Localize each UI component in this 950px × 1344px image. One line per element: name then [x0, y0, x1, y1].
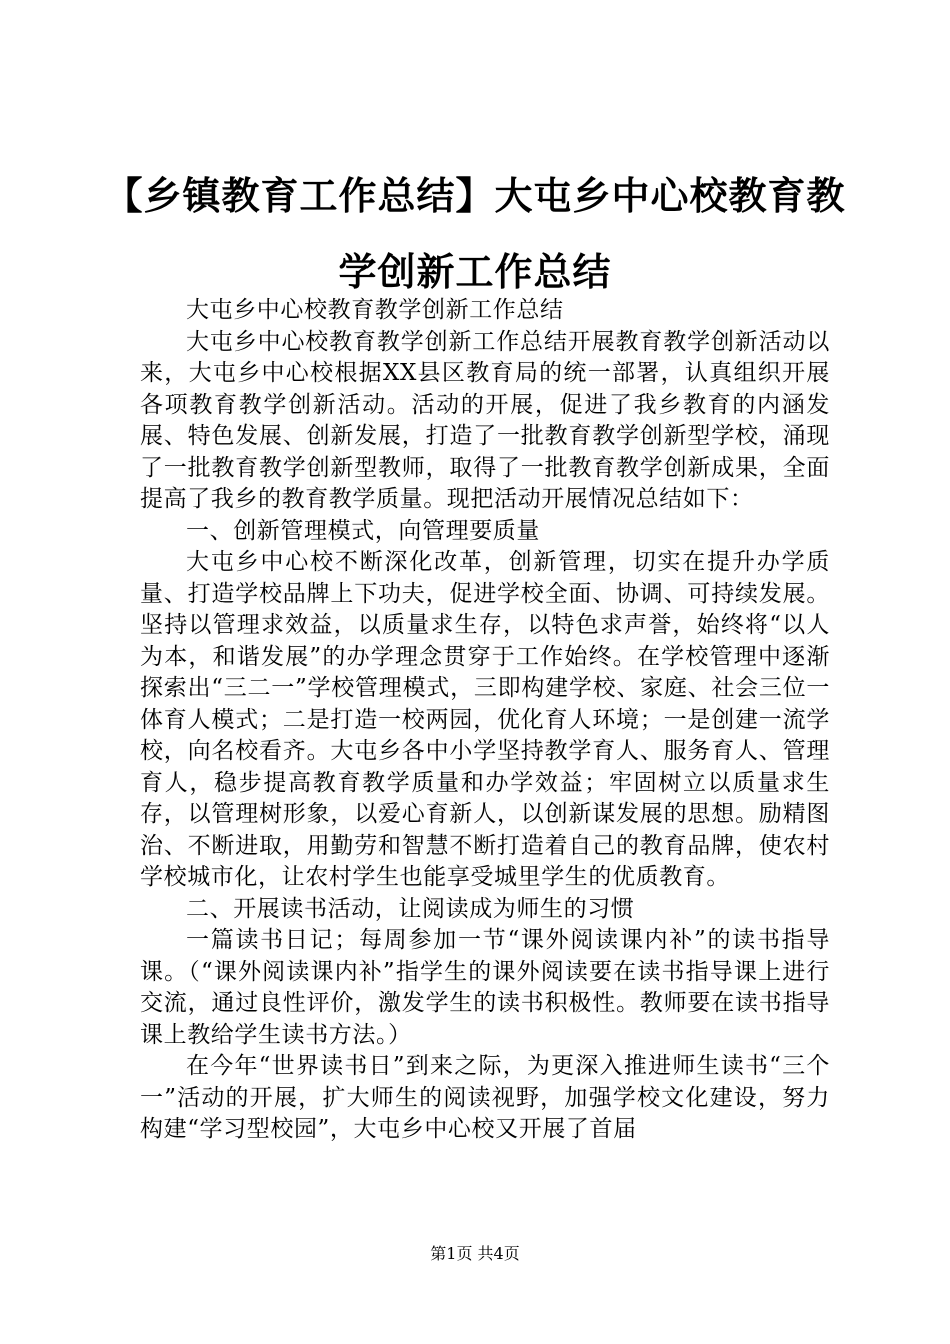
document-body — [140, 295, 830, 1146]
page-number-footer: 第1页 共4页 — [430, 1244, 520, 1263]
paragraph-subtitle: 大屯乡中心校教育教学创新工作总结 — [186, 297, 564, 323]
section-heading-2: 二、开展读书活动，让阅读成为师生的习惯 — [186, 895, 635, 922]
paragraph-intro: 大屯乡中心校教育教学创新工作总结开展教育教学创新活动以来，大屯乡中心校根据XX县区教育局的统一部署，认真组织开展各项教育教学创新活动。活动的开展，促进了我乡教育的内涵发展、特色发展、创新发展，打造了一批教育教学创新型学校，涌现了一批教育教学创新型教师，取得了一批教育教学创新成果，全面提高了我乡的教育教学质量。现把活动开展情况总结如下： — [140, 328, 830, 512]
paragraph-reading-day: 在今年“世界读书日”到来之际，为更深入推进师生读书“三个一”活动的开展，扩大师生的阅读视野，加强学校文化建设，努力构建“学习型校园”，大屯乡中心校又开展了首届 — [140, 1053, 830, 1142]
paragraph-management: 大屯乡中心校不断深化改革，创新管理，切实在提升办学质量、打造学校品牌上下功夫，促进学校全面、协调、可持续发展。坚持以管理求效益，以质量求生存，以特色求声誉，始终将“以人为本，和谐发展”的办学理念贯穿于工作始终。在学校管理中逐渐探索出“三二一”学校管理模式，三即构建学校、家庭、社会三位一体育人模式；二是打造一校两园，优化育人环境；一是创建一流学校，向名校看齐。大屯乡各中小学坚持教学育人、服务育人、管理育人，稳步提高教育教学质量和办学效益；牢固树立以质量求生存，以管理树形象，以爱心育新人，以创新谋发展的思想。励精图治、不断进取，用勤劳和智慧不断打造着自己的教育品牌，使农村学校城市化，让农村学生也能享受城里学生的优质教育。 — [140, 549, 830, 890]
document-title: 【乡镇教育工作总结】大屯乡中心校教育教学创新工作总结 — [104, 174, 846, 294]
paragraph-reading-diary: 一篇读书日记；每周参加一节“课外阅读课内补”的读书指导课。（“课外阅读课内补”指学生的课外阅读要在读书指导课上进行交流，通过良性评价，激发学生的读书积极性。教师要在读书指导课上教给学生读书方法。） — [140, 927, 830, 1048]
section-heading-1: 一、创新管理模式，向管理要质量 — [186, 517, 540, 544]
